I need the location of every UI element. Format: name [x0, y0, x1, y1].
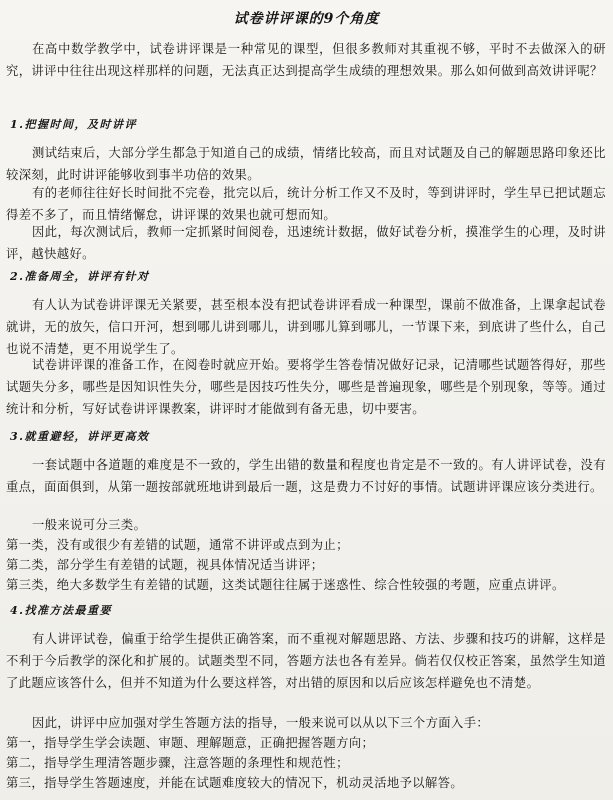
category-item: 第二类，部分学生有差错的试题，视具体情况适当讲评；	[6, 558, 324, 572]
section-paragraph: 因此，每次测试后，教师一定抓紧时间阅卷，迅速统计数据，做好试卷分析，摸准学生的心理，及时讲评，越快越好。	[6, 225, 606, 261]
section-paragraph: 测试结束后，大部分学生都急于知道自己的成绩，情绪比较高，而且对试题及自己的解题思路印象还比较深刻，此时讲评能够收到事半功倍的效果。	[6, 146, 606, 182]
section-paragraph: 一套试题中各道题的难度是不一致的，学生出错的数量和程度也肯定是不一致的。有人讲评试卷，没有重点，面面俱到，从第一题按部就班地讲到最后一题，这是费力不讨好的事情。试题讲评课应该分类进行。	[6, 458, 606, 494]
method-point: 第一，指导学生学会读题、审题、理解题意，正确把握答题方向；	[6, 736, 375, 750]
section-paragraph: 有人认为试卷讲评课无关紧要，甚至根本没有把试卷讲评看成一种课型，课前不做准备，上课拿起试卷就讲，无的放矢，信口开河，想到哪儿讲到哪儿，讲到哪儿算到哪儿，一节课下来，到底讲了些什么，自己也说不清楚，更不用说学生了。	[6, 298, 606, 356]
section-paragraph: 有的老师往往好长时间批不完卷，批完以后，统计分析工作又不及时，等到讲评时，学生早已把试题忘得差不多了，而且情绪懈怠，讲评课的效果也就可想而知。	[6, 186, 606, 222]
category-item: 第三类，绝大多数学生有差错的试题，这类试题往往属于迷惑性、综合性较强的考题，应重点讲评。	[6, 578, 565, 592]
method-point: 第三，指导学生答题速度，并能在试题难度较大的情况下，机动灵活地予以解答。	[6, 776, 464, 790]
section-paragraph: 有人讲评试卷，偏重于给学生提供正确答案，而不重视对解题思路、方法、步骤和技巧的讲解，这样是不利于今后教学的深化和扩展的。试题类型不同，答题方法也各有差异。倘若仅仅校正答案，虽然学生知道了此题应该答什么，但并不知道为什么要这样答，对出错的原因和以后应该怎样避免也不清楚。	[6, 632, 606, 690]
section-paragraph: 一般来说可分三类。	[32, 518, 147, 532]
intro-paragraph: 在高中数学教学中，试卷讲评课是一种常见的课型，但很多教师对其重视不够，平时不去做深入的研究，讲评中往往出现这样那样的问题，无法真正达到提高学生成绩的理想效果。那么如何做到高效讲评呢？	[6, 42, 606, 78]
page-title: 试卷讲评课的9个角度	[233, 11, 380, 27]
section-heading: 2.准备周全，讲评有针对	[10, 270, 150, 283]
method-point: 第二，指导学生理清答题步骤，注意答题的条理性和规范性；	[6, 756, 349, 770]
section-heading: 4.找准方法最重要	[10, 604, 112, 617]
category-item: 第一类，没有或很少有差错的试题，通常不讲评或点到为止；	[6, 538, 349, 552]
section-heading: 3.就重避轻，讲评更高效	[10, 430, 150, 443]
section-paragraph: 试卷讲评课的准备工作，在阅卷时就应开始。要将学生答卷情况做好记录，记清哪些试题答得好，那些试题失分多，哪些是因知识性失分，哪些是因技巧性失分，哪些是普遍现象，哪些是个别现象，等等。通过统计和分析，写好试卷讲评课教案，讲评时才能做到有备无患，切中要害。	[6, 358, 606, 416]
section-heading: 1.把握时间，及时讲评	[10, 118, 137, 131]
section-paragraph: 因此，讲评中应加强对学生答题方法的指导，一般来说可以从以下三个方面入手：	[32, 716, 490, 730]
